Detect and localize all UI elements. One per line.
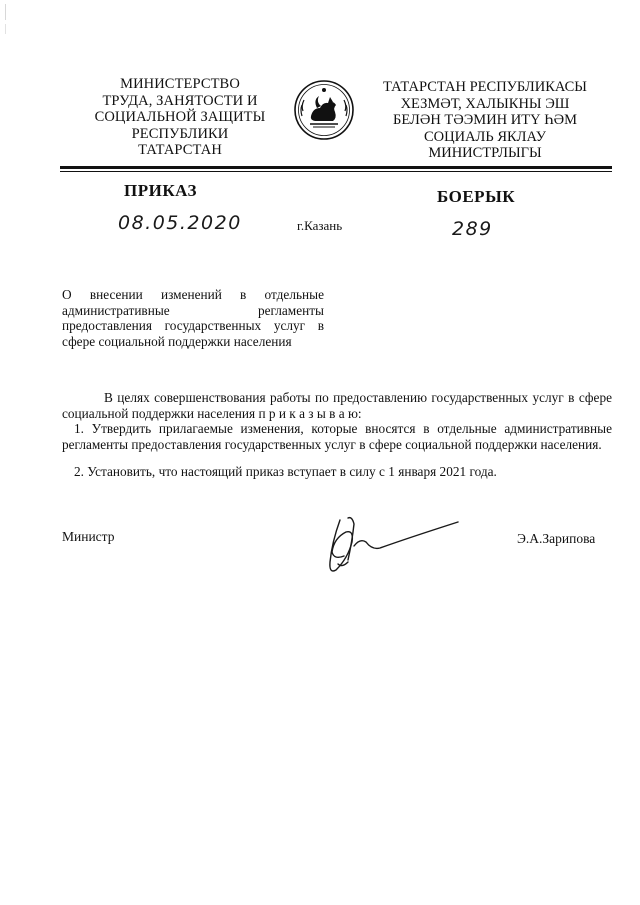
header-left-line: РЕСПУБЛИКИ xyxy=(131,125,229,142)
header-right-line: СОЦИАЛЬ ЯКЛАУ xyxy=(424,128,546,145)
scan-edge-mark xyxy=(5,4,6,20)
body-intro: В целях совершенствования работы по предоставлению государственных услуг в сфере социальной поддержки населения п р и к а з ы в а ю: xyxy=(62,390,612,421)
order-title-russian: ПРИКАЗ xyxy=(124,181,197,200)
header-right-line: ХЕЗМӘТ, ХАЛЫКНЫ ЭШ xyxy=(400,95,570,112)
header-ministry-russian xyxy=(60,76,300,159)
header-divider-thick xyxy=(60,166,612,169)
header-left-line: СОЦИАЛЬНОЙ ЗАЩИТЫ xyxy=(94,109,266,125)
order-subject: О внесении изменений в отдельные административные регламенты предоставления государственных услуг в сфере социальной поддержки населения xyxy=(62,287,324,349)
scan-edge-mark xyxy=(5,24,6,34)
handwritten-signature xyxy=(318,512,468,580)
order-date: 08.05.2020 xyxy=(118,212,242,234)
body-item-2: 2. Установить, что настоящий приказ вступает в силу с 1 января 2021 года. xyxy=(74,464,497,480)
order-number: 289 xyxy=(452,218,493,240)
header-right-line: ТАТАРСТАН РЕСПУБЛИКАСЫ xyxy=(383,79,587,95)
header-left-line: МИНИСТЕРСТВО xyxy=(120,76,240,92)
signatory-position: Министр xyxy=(62,529,115,544)
coat-of-arms-icon xyxy=(293,78,355,142)
order-title-tatar: БОЕРЫК xyxy=(437,187,516,206)
header-right-line: МИНИСТРЛЫГЫ xyxy=(428,145,542,161)
body-item-1: 1. Утвердить прилагаемые изменения, которые вносятся в отдельные административные регламенты предоставления государственных услуг в сфере социальной поддержки населения. xyxy=(62,421,612,452)
header-left-line: ТАТАРСТАН xyxy=(138,142,222,158)
header-right-line: БЕЛӘН ТӘЭМИН ИТҮ ҺӘМ xyxy=(393,112,577,128)
header-left-line: ТРУДА, ЗАНЯТОСТИ И xyxy=(102,92,258,109)
header-divider-thin xyxy=(60,171,612,172)
header-ministry-tatar xyxy=(356,79,614,162)
signatory-name: Э.А.Зарипова xyxy=(517,531,596,546)
order-body xyxy=(62,390,612,480)
order-city: г.Казань xyxy=(297,218,343,233)
